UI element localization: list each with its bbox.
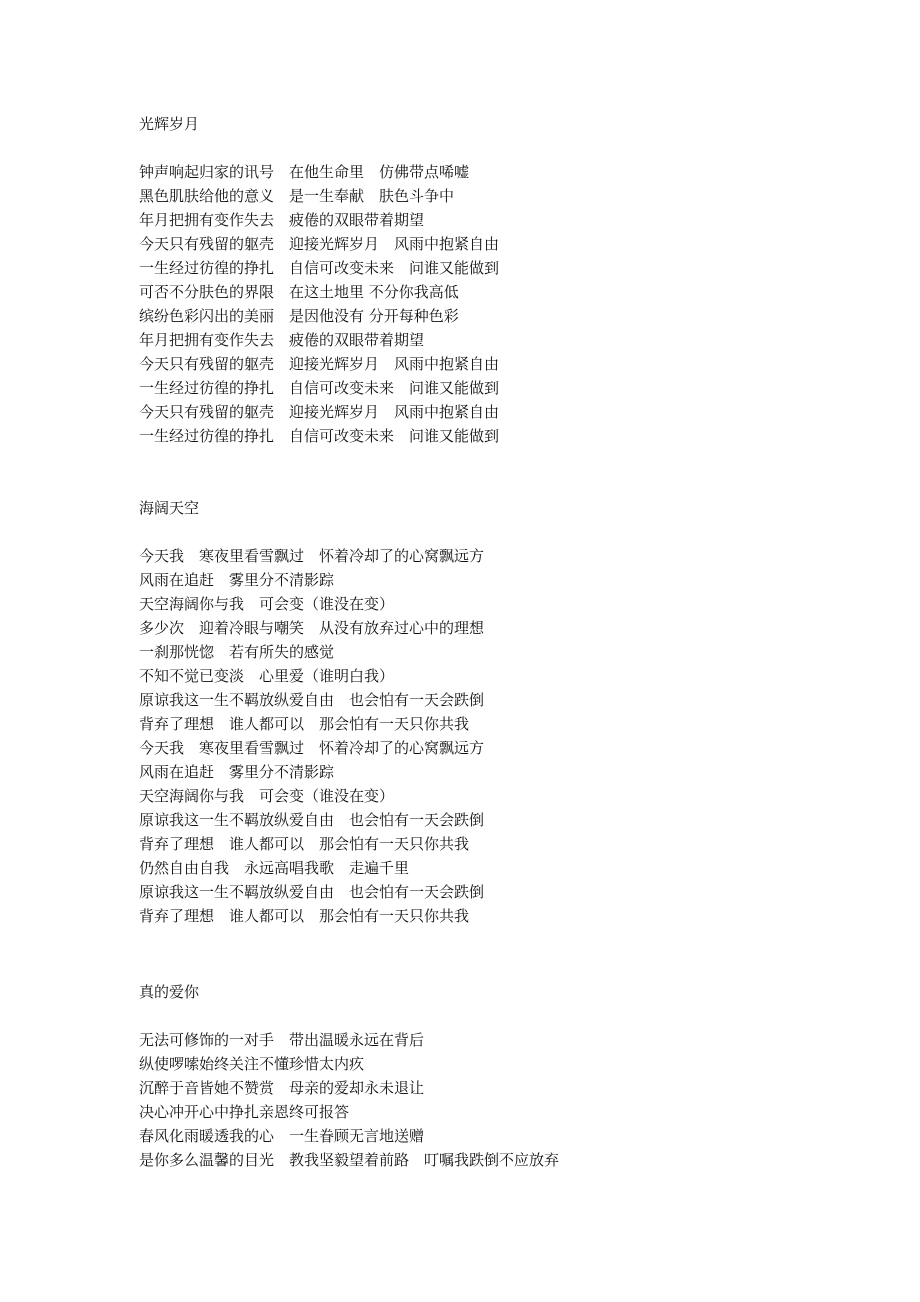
lyric-line: 天空海阔你与我 可会变（谁没在变） [139,595,395,613]
song-lyrics [139,160,499,448]
lyric-line: 今天我 寒夜里看雪飘过 怀着冷却了的心窝飘远方 [139,547,485,565]
lyric-line: 钟声响起归家的讯号 在他生命里 仿佛带点唏嘘 [139,163,470,181]
lyric-line: 风雨在追赶 雾里分不清影踪 [139,763,335,781]
lyric-line: 缤纷色彩闪出的美丽 是因他没有 分开每种色彩 [139,307,459,325]
lyric-line: 今天只有残留的躯壳 迎接光辉岁月 风雨中抱紧自由 [139,355,500,373]
lyric-line: 决心冲开心中挣扎亲恩终可报答 [139,1103,350,1121]
lyric-line: 多少次 迎着冷眼与嘲笑 从没有放弃过心中的理想 [139,619,485,637]
lyric-line: 是你多么温馨的目光 教我坚毅望着前路 叮嘱我跌倒不应放弃 [139,1151,560,1169]
lyric-line: 一生经过彷徨的挣扎 自信可改变未来 问谁又能做到 [139,379,500,397]
lyric-line: 纵使啰嗦始终关注不懂珍惜太内疚 [139,1055,365,1073]
lyric-line: 背弃了理想 谁人都可以 那会怕有一天只你共我 [139,715,470,733]
lyric-line: 背弃了理想 谁人都可以 那会怕有一天只你共我 [139,907,470,925]
song-section-haikuo-tiankong [139,496,484,928]
lyric-line: 原谅我这一生不羁放纵爱自由 也会怕有一天会跌倒 [139,883,485,901]
song-title: 光辉岁月 [139,115,200,133]
lyric-line: 一生经过彷徨的挣扎 自信可改变未来 问谁又能做到 [139,259,500,277]
lyric-line: 天空海阔你与我 可会变（谁没在变） [139,787,395,805]
lyric-line: 原谅我这一生不羁放纵爱自由 也会怕有一天会跌倒 [139,811,485,829]
lyric-line: 原谅我这一生不羁放纵爱自由 也会怕有一天会跌倒 [139,691,485,709]
song-lyrics [139,544,484,928]
song-section-zhende-aini [139,980,559,1172]
lyric-line: 风雨在追赶 雾里分不清影踪 [139,571,335,589]
lyric-line: 今天只有残留的躯壳 迎接光辉岁月 风雨中抱紧自由 [139,235,500,253]
song-section-guanghui-suiyue [139,112,499,448]
lyric-line: 一生经过彷徨的挣扎 自信可改变未来 问谁又能做到 [139,427,500,445]
lyric-line: 年月把拥有变作失去 疲倦的双眼带着期望 [139,211,425,229]
lyric-line: 年月把拥有变作失去 疲倦的双眼带着期望 [139,331,425,349]
lyric-line: 可否不分肤色的界限 在这土地里 不分你我高低 [139,283,459,301]
lyric-line: 背弃了理想 谁人都可以 那会怕有一天只你共我 [139,835,470,853]
lyric-line: 今天只有残留的躯壳 迎接光辉岁月 风雨中抱紧自由 [139,403,500,421]
lyric-line: 今天我 寒夜里看雪飘过 怀着冷却了的心窝飘远方 [139,739,485,757]
song-title: 真的爱你 [139,983,200,1001]
lyric-line: 沉醉于音皆她不赞赏 母亲的爱却永未退让 [139,1079,425,1097]
lyric-line: 春风化雨暖透我的心 一生眷顾无言地送赠 [139,1127,425,1145]
lyric-line: 仍然自由自我 永远高唱我歌 走遍千里 [139,859,410,877]
lyric-line: 黑色肌肤给他的意义 是一生奉献 肤色斗争中 [139,187,455,205]
song-title: 海阔天空 [139,499,200,517]
lyric-line: 无法可修饰的一对手 带出温暖永远在背后 [139,1031,425,1049]
song-lyrics [139,1028,559,1172]
lyric-line: 一刹那恍惚 若有所失的感觉 [139,643,335,661]
lyric-line: 不知不觉已变淡 心里爱（谁明白我） [139,667,395,685]
